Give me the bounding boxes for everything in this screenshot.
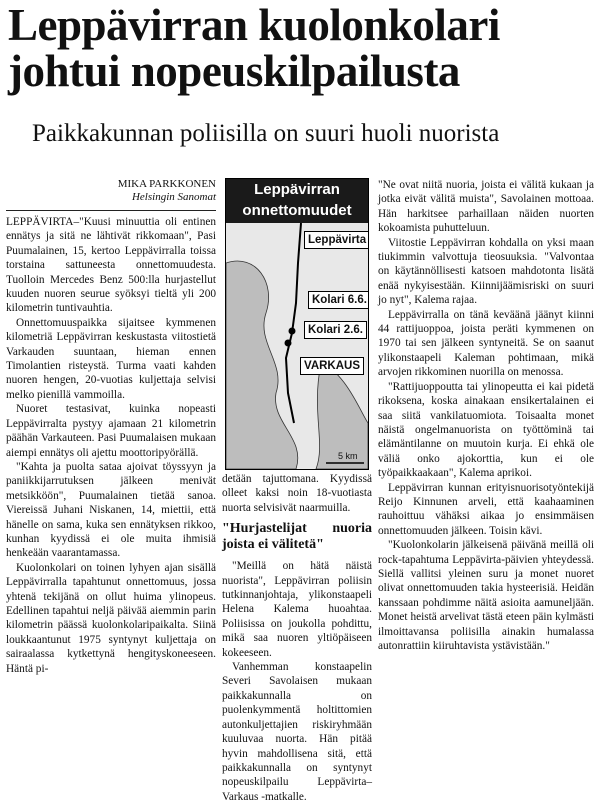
headline: Leppävirran kuolonkolari johtui nopeuskilpailusta xyxy=(8,0,500,96)
subheadline: Paikkakunnan poliisilla on suuri huoli nuorista xyxy=(32,120,500,147)
article-paragraph: "Meillä on hätä näistä nuorista", Leppävirran poliisin tutkinnanjohtaja, ylikonstaapeli Helena Kalema huoahtaa. Poliisissa on joukolla pohdittu, mikä saa nuoren yltiöpäiseen kokeeseen. xyxy=(222,560,372,659)
article-paragraph: Kuolonkolari on toinen lyhyen ajan sisällä Leppävirralla tapahtunut onnettomuus, jossa yhtenä tekijänä on ollut huima ylinopeus. Edellinen tapahtui neljä päivää aiemmin parin kilometrin päässä kuolonkolaripaikalta. Siinä loukkaantunut 1975 syntynyt kuljettaja on sairaalassa kytkettynä hengityskoneeseen. Häntä pi- xyxy=(6,561,216,675)
article-paragraph: Viitostie Leppävirran kohdalla on yksi maan tiukimmin valvottuja tieosuuksia. "Valvontaa on käytännöllisesti katsoen mahdotonta lisätä enää nykyisestään. Kiinnijäämisriski on suuri jo nyt", Kalema rajaa. xyxy=(378,236,594,307)
crash-marker xyxy=(285,340,292,347)
article-paragraph: Leppävirralla on tänä keväänä jäänyt kiinni 44 rattijuoppoa, joista peräti kymmenen on 1970 tai sen jälkeen syntyneitä. Se on saanut ylikonstaapeli Kaleman pohtimaan, mikä arvojen rikkominen nuorilla on menossa. xyxy=(378,308,594,379)
map-title-line2: onnettomuudet xyxy=(242,202,352,219)
article-paragraph: "Kuolonkolarin jälkeisenä päivänä meillä oli rock-tapahtuma Leppävirta-päivien yhteydessä. Siellä vallitsi yleinen suru ja monet nuoret olivat onnettomuuden takia hysteerisiä. Heidän kanssaan pohdimme näitä asioita aamuneljään. Monet heistä arvelivat tästä eteen päin kylmästi ilmoittavansa poliisilla ainakin humalassa autonrattiin kiiruhtavista ystävistään." xyxy=(378,539,594,652)
article-paragraph: "Rattijuoppoutta tai ylinopeutta ei kai pidetä rikoksena, koska ainakaan ensikertalainen ei saa siitä vankilatuomiota. Toisaalta monet näistä ongelmanuorista on työttöminä tai elämäntilanne on muutoin kurja. Ei ehkä ole väliä onko ajokorttia, kun ei ole työpaikkaakaan", Kalema aprikoi. xyxy=(378,380,594,480)
article-paragraph: "Ne ovat niitä nuoria, joista ei välitä kukaan ja jotka eivät välitä muista", Savolainen mottoaa. Hän harkitsee parhaillaan näiden nuorten kokoamista puhutteluun. xyxy=(378,179,594,235)
map-label-crash-2: Kolari 2.6. xyxy=(304,321,367,339)
map-label-city: VARKAUS xyxy=(300,357,364,375)
map-title xyxy=(226,179,368,223)
column-1 xyxy=(6,178,216,676)
byline xyxy=(6,178,216,204)
byline-author: MIKA PARKKONEN xyxy=(117,178,216,190)
byline-rule xyxy=(6,210,216,211)
map-body xyxy=(226,223,368,469)
map-scale-label: 5 km xyxy=(338,451,358,461)
article-paragraph: Leppävirran kunnan erityisnuorisotyöntekijä Reijo Kinnunen arveli, että kaahaaminen rauhoittuu vähäksi aikaa jo ensimmäisen onnettomuuden jälkeen. Toisin kävi. xyxy=(378,481,594,537)
map-title-line1: Leppävirran xyxy=(254,181,340,198)
map-lakes xyxy=(226,223,368,469)
accident-map xyxy=(225,178,369,470)
byline-paper: Helsingin Sanomat xyxy=(131,191,216,203)
article-paragraph: "Kahta ja puolta sataa ajoivat töyssyyn ja paniikkijarrutuksen jälkeen menivät metsikköön", Puumalainen tietää sanoa. Viereissä Juhani Niskanen, 14, miettii, että hänelle on sama, kuka sen ennätyksen rikkoo, kunhan kyydissä ei ole muita ihmisiä henkeään vaarantamassa. xyxy=(6,460,216,560)
column-3 xyxy=(378,178,594,653)
article-paragraph: detään tajuttomana. Kyydissä olleet kaksi noin 18-vuotiasta nuorta selvisivät naarmuilla. xyxy=(222,473,372,514)
section-heading: "Hurjastelijat nuoria joista ei välitetä" xyxy=(222,521,372,553)
article-paragraph: LEPPÄVIRTA–"Kuusi minuuttia oli entinen ennätys ja sitä ne lähtivät rikkomaan", Pasi Puumalainen, 15, kertoo Leppävirralla toissa torstaina sattuneesta onnettomuudesta. Tuolloin Mercedes Benz 500:lla hurjastellut kuuden nuoren seurue syöksyi tieltä yli 200 kilometrin tuntivauhtia. xyxy=(6,216,216,315)
article-paragraph: Nuoret testasivat, kuinka nopeasti Leppävirralta pystyy ajamaan 21 kilometrin päähän Varkauteen. Pasi Puumalaisen mukaan aiempi ennätys oli ajettu moottoripyörällä. xyxy=(6,403,216,459)
article-paragraph: Onnettomuuspaikka sijaitsee kymmenen kilometriä Leppävirran keskustasta viitostietä Varkauden suuntaan, hieman ennen Timolantien risteystä. Turma vaati kahden nuoren hengen, 20-vuotias kuljettaja selvisi melko pienillä vammoilla. xyxy=(6,316,216,401)
crash-marker xyxy=(289,328,296,335)
map-label-crash-1: Kolari 6.6. xyxy=(308,291,369,309)
map-label-town: Leppävirta xyxy=(304,231,369,249)
road-line xyxy=(286,223,301,423)
column-2 xyxy=(222,472,372,804)
article-paragraph: Vanhemman konstaapelin Severi Savolaisen mukaan paikkakunnalla on puolenkymmentä holtittomien autonkuljettajien riskiryhmään kuuluvaa nuorta. Hän pitää hyvin mahdollisena sitä, että paikkakunnalla on syntynyt nopeuskilpailu Leppävirta–Varkaus -matkalle. xyxy=(222,661,372,803)
